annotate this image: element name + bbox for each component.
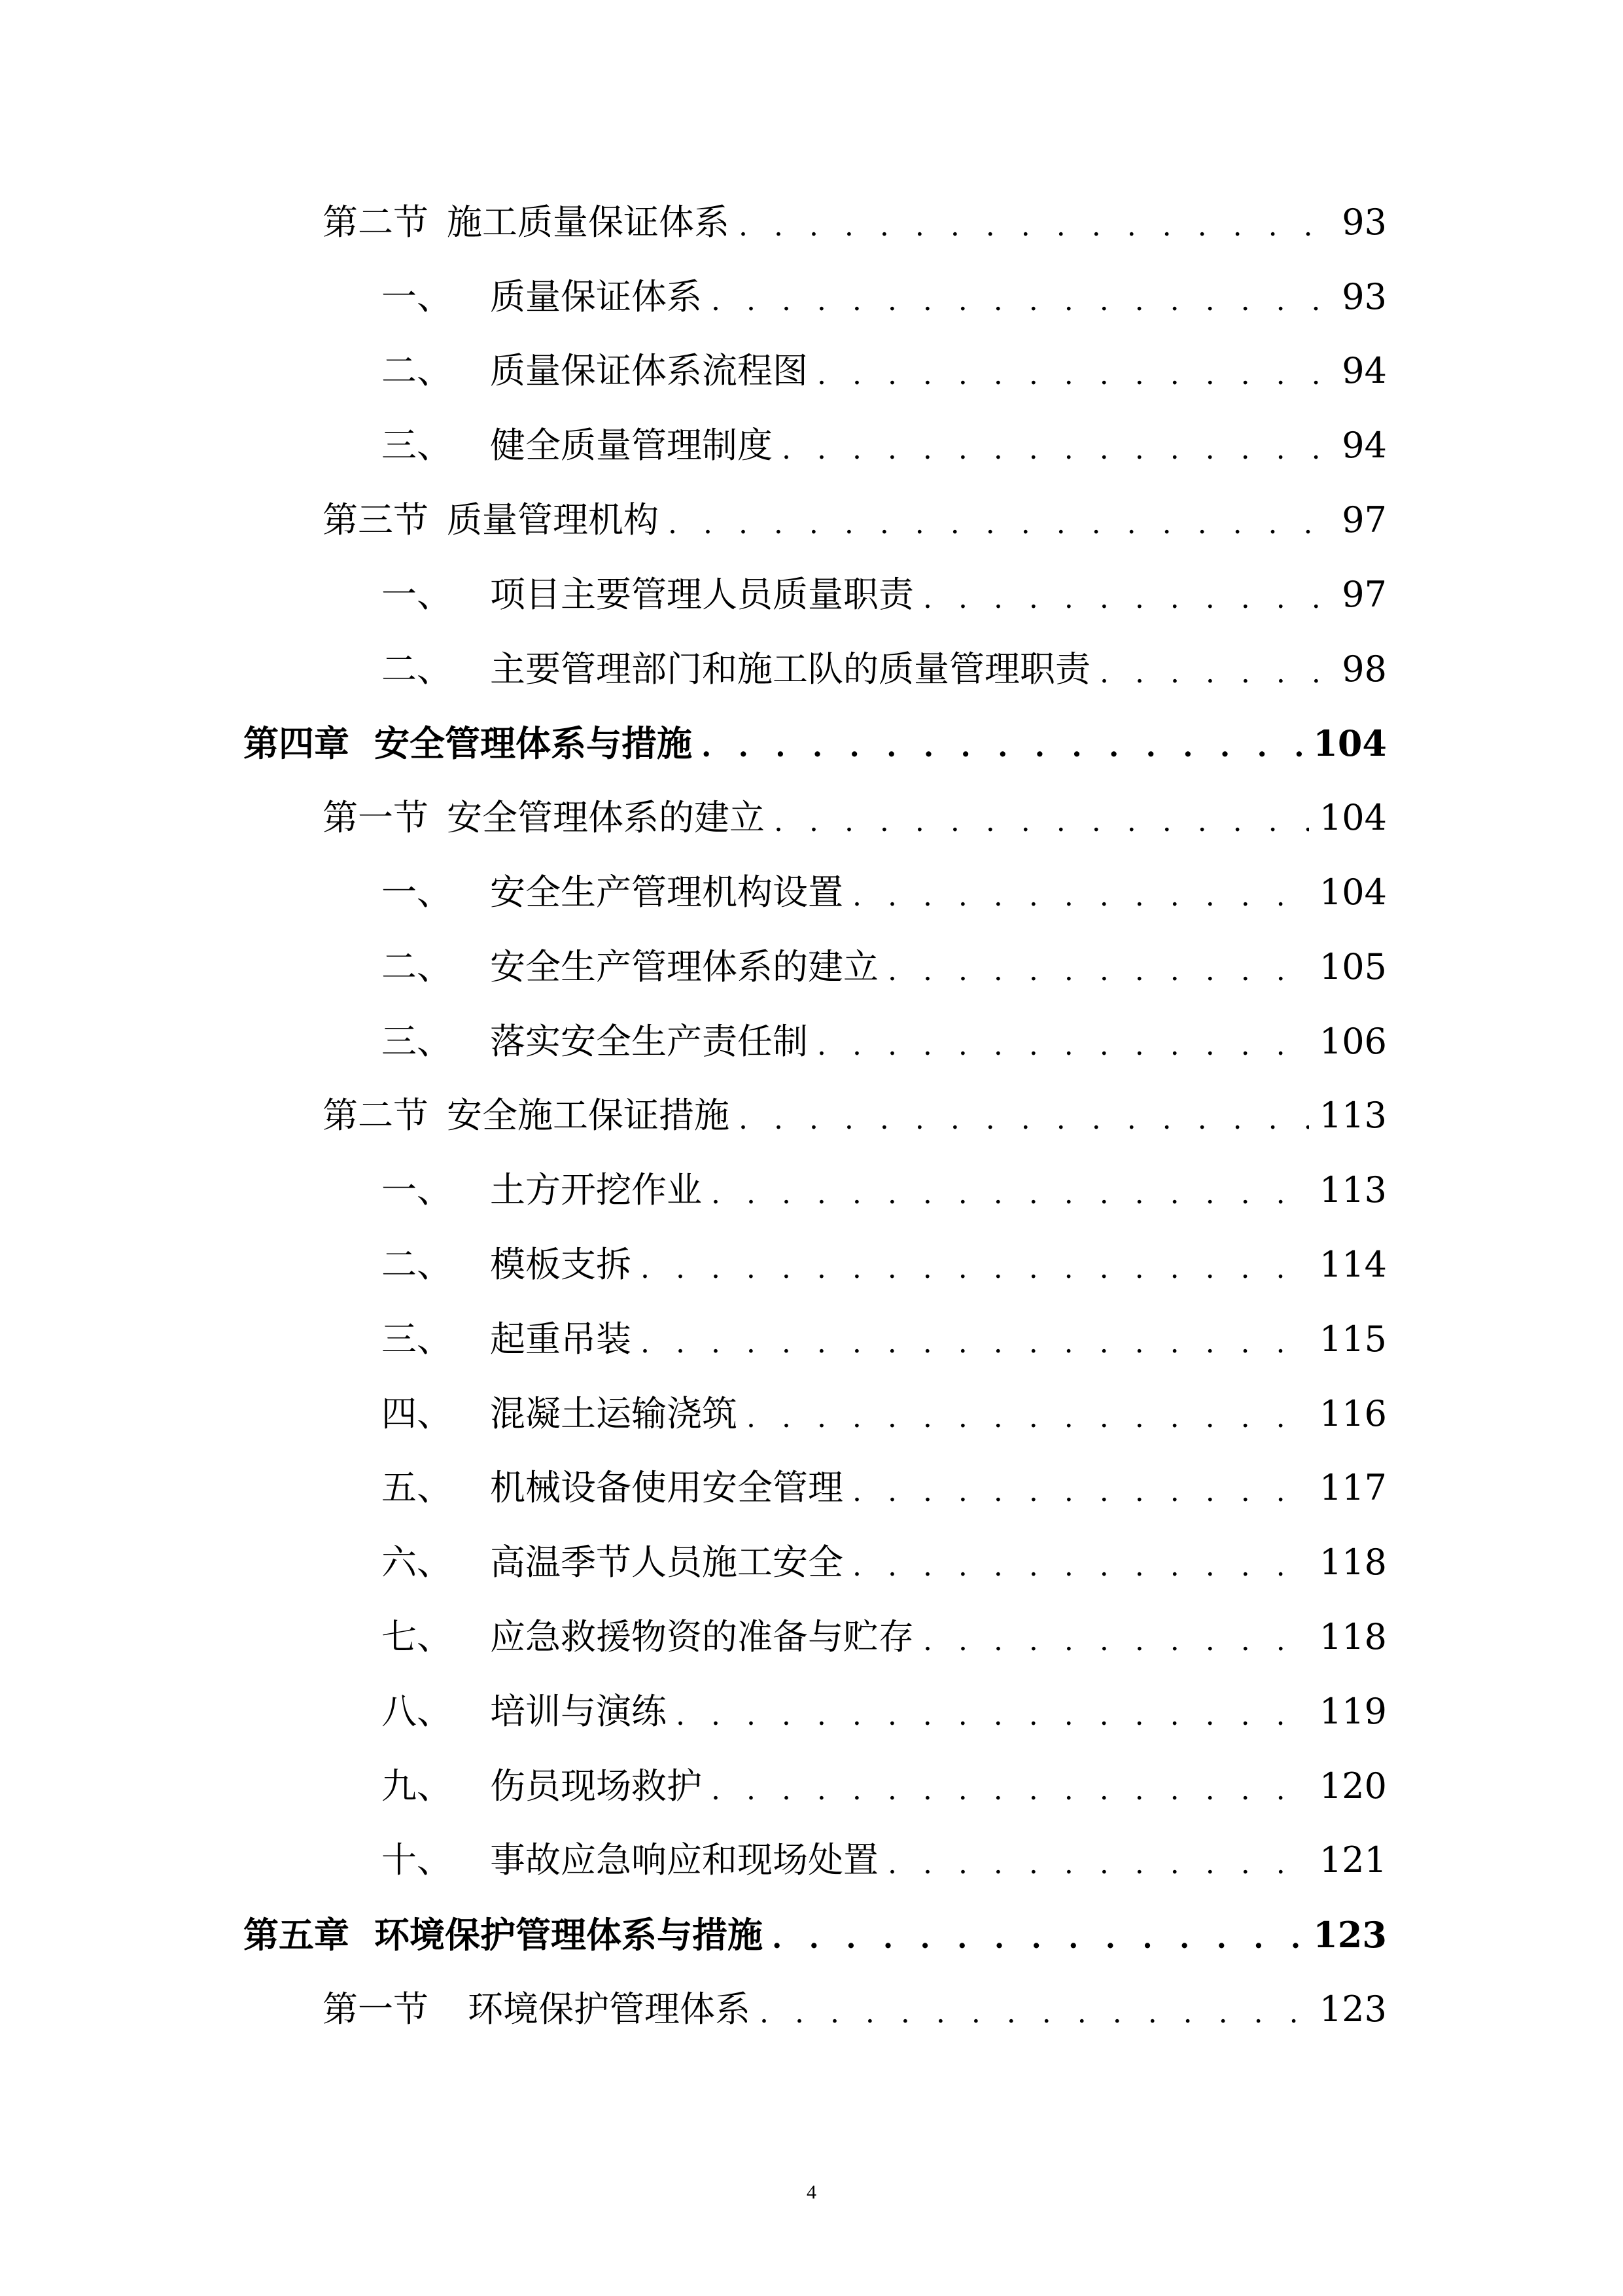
toc-entry-item[interactable] [0, 930, 1623, 1004]
toc-entry-number: 第二节 [323, 201, 428, 243]
toc-entry-number: 三、 [381, 1318, 452, 1360]
toc-dot-leader [888, 1850, 1309, 1879]
toc-entry-item[interactable] [0, 1302, 1623, 1377]
toc-entry-item[interactable] [0, 408, 1623, 483]
toc-dot-leader [711, 1180, 1309, 1209]
toc-entry-section[interactable] [0, 1079, 1623, 1154]
toc-entry-chapter[interactable] [0, 707, 1623, 781]
toc-entry-page: 98 [1342, 648, 1387, 690]
toc-entry-number: 三、 [381, 1020, 452, 1062]
toc-dot-leader [739, 212, 1331, 241]
toc-entry-page: 104 [1319, 872, 1387, 913]
toc-entry-page: 104 [1319, 797, 1387, 839]
toc-entry-item[interactable] [0, 632, 1623, 707]
page-number: 4 [807, 2181, 816, 2203]
toc-entry-section[interactable] [0, 781, 1623, 855]
toc-entry-title: 混凝土运输浇筑 [490, 1392, 737, 1434]
toc-dot-leader [923, 1627, 1309, 1655]
toc-entry-page: 115 [1319, 1318, 1387, 1360]
toc-entry-page: 105 [1319, 945, 1387, 987]
toc-entry-item[interactable] [0, 557, 1623, 632]
toc-dot-leader [774, 807, 1309, 836]
toc-dot-leader [817, 1031, 1309, 1060]
toc-entry-title: 事故应急响应和现场处置 [490, 1839, 879, 1881]
table-of-contents [0, 185, 1623, 2047]
toc-entry-title: 质量保证体系 [490, 275, 702, 317]
toc-entry-item[interactable] [0, 1153, 1623, 1227]
toc-entry-item[interactable] [0, 1227, 1623, 1302]
toc-entry-number: 七、 [381, 1616, 452, 1658]
toc-entry-title: 高温季节人员施工安全 [490, 1542, 843, 1583]
toc-entry-page: 94 [1342, 350, 1387, 392]
toc-entry-number: 第二节 [323, 1095, 428, 1137]
toc-entry-page: 119 [1319, 1690, 1387, 1732]
toc-entry-page: 94 [1342, 425, 1387, 467]
toc-entry-number: 第一节 [323, 797, 428, 839]
toc-entry-item[interactable] [0, 260, 1623, 334]
toc-entry-number: 二、 [381, 945, 452, 987]
toc-entry-number: 二、 [381, 350, 452, 392]
toc-dot-leader [711, 1776, 1309, 1805]
toc-dot-leader [852, 882, 1309, 911]
toc-entry-chapter[interactable] [0, 1898, 1623, 1972]
toc-entry-title: 项目主要管理人员质量职责 [490, 573, 914, 615]
toc-entry-number: 第四章 [243, 722, 349, 765]
toc-entry-page: 113 [1319, 1169, 1387, 1211]
toc-entry-title: 健全质量管理制度 [490, 425, 773, 467]
toc-entry-number: 一、 [381, 573, 452, 615]
toc-entry-number: 五、 [381, 1467, 452, 1509]
toc-entry-page: 104 [1313, 722, 1387, 765]
toc-entry-number: 一、 [381, 1169, 452, 1211]
toc-entry-item[interactable] [0, 1377, 1623, 1451]
toc-entry-page: 97 [1342, 499, 1387, 541]
toc-entry-title: 土方开挖作业 [490, 1169, 702, 1211]
toc-dot-leader [640, 1329, 1309, 1358]
toc-dot-leader [782, 435, 1331, 464]
toc-entry-page: 121 [1319, 1839, 1387, 1881]
toc-entry-title: 安全管理体系与措施 [374, 722, 692, 765]
toc-dot-leader [1100, 659, 1331, 688]
toc-entry-item[interactable] [0, 1600, 1623, 1674]
toc-dot-leader [640, 1254, 1309, 1283]
toc-entry-page: 120 [1319, 1765, 1387, 1807]
toc-entry-page: 97 [1342, 573, 1387, 615]
toc-entry-number: 六、 [381, 1542, 452, 1583]
toc-entry-page: 113 [1319, 1095, 1387, 1137]
toc-entry-number: 九、 [381, 1765, 452, 1807]
toc-entry-item[interactable] [0, 855, 1623, 930]
toc-entry-title: 环境保护管理体系 [468, 1988, 750, 2030]
toc-entry-title: 施工质量保证体系 [447, 201, 729, 243]
toc-entry-number: 第五章 [243, 1914, 349, 1956]
toc-entry-title: 起重吊装 [490, 1318, 631, 1360]
toc-entry-page: 117 [1319, 1467, 1387, 1509]
toc-dot-leader [668, 510, 1331, 539]
toc-entry-title: 环境保护管理体系与措施 [374, 1914, 763, 1956]
toc-entry-page: 123 [1319, 1988, 1387, 2030]
toc-entry-title: 安全生产管理体系的建立 [490, 945, 879, 987]
toc-entry-item[interactable] [0, 1525, 1623, 1600]
toc-dot-leader [746, 1404, 1309, 1432]
toc-entry-page: 114 [1319, 1244, 1387, 1286]
toc-entry-number: 四、 [381, 1392, 452, 1434]
toc-entry-title: 安全施工保证措施 [447, 1095, 729, 1137]
toc-entry-page: 93 [1342, 275, 1387, 317]
toc-dot-leader [852, 1552, 1309, 1581]
toc-dot-leader [676, 1701, 1309, 1730]
toc-entry-title: 伤员现场救护 [490, 1765, 702, 1807]
toc-entry-item[interactable] [0, 334, 1623, 409]
toc-dot-leader [888, 957, 1309, 985]
toc-entry-section[interactable] [0, 1972, 1623, 2047]
toc-entry-number: 三、 [381, 425, 452, 467]
toc-entry-title: 模板支拆 [490, 1244, 631, 1286]
toc-entry-page: 118 [1319, 1616, 1387, 1658]
toc-dot-leader [711, 287, 1331, 315]
toc-entry-page: 123 [1313, 1914, 1387, 1956]
toc-entry-item[interactable] [0, 1674, 1623, 1749]
toc-entry-item[interactable] [0, 1824, 1623, 1898]
toc-entry-number: 八、 [381, 1690, 452, 1732]
toc-entry-title: 机械设备使用安全管理 [490, 1467, 843, 1509]
toc-entry-section[interactable] [0, 483, 1623, 557]
toc-dot-leader [759, 1999, 1309, 2028]
toc-entry-number: 第一节 [323, 1988, 428, 2030]
toc-entry-number: 二、 [381, 648, 452, 690]
toc-entry-page: 116 [1319, 1392, 1387, 1434]
toc-entry-title: 培训与演练 [490, 1690, 667, 1732]
toc-dot-leader [923, 584, 1331, 613]
toc-entry-page: 106 [1319, 1020, 1387, 1062]
toc-dot-leader [817, 361, 1331, 389]
toc-dot-leader [772, 1924, 1302, 1953]
toc-entry-title: 安全管理体系的建立 [447, 797, 765, 839]
toc-entry-section[interactable] [0, 185, 1623, 260]
toc-entry-number: 第三节 [323, 499, 428, 541]
toc-entry-number: 二、 [381, 1244, 452, 1286]
toc-dot-leader [739, 1105, 1309, 1134]
toc-entry-number: 一、 [381, 872, 452, 913]
toc-entry-number: 一、 [381, 275, 452, 317]
toc-dot-leader [701, 733, 1302, 762]
toc-entry-title: 质量管理机构 [447, 499, 659, 541]
toc-entry-title: 主要管理部门和施工队的质量管理职责 [490, 648, 1091, 690]
toc-entry-title: 安全生产管理机构设置 [490, 872, 843, 913]
toc-dot-leader [852, 1477, 1309, 1506]
toc-entry-item[interactable] [0, 1749, 1623, 1824]
toc-entry-title: 质量保证体系流程图 [490, 350, 808, 392]
toc-entry-item[interactable] [0, 1004, 1623, 1079]
toc-entry-item[interactable] [0, 1451, 1623, 1526]
toc-entry-title: 落实安全生产责任制 [490, 1020, 808, 1062]
toc-entry-page: 93 [1342, 201, 1387, 243]
toc-entry-number: 十、 [381, 1839, 452, 1881]
toc-entry-page: 118 [1319, 1542, 1387, 1583]
toc-entry-title: 应急救援物资的准备与贮存 [490, 1616, 914, 1658]
